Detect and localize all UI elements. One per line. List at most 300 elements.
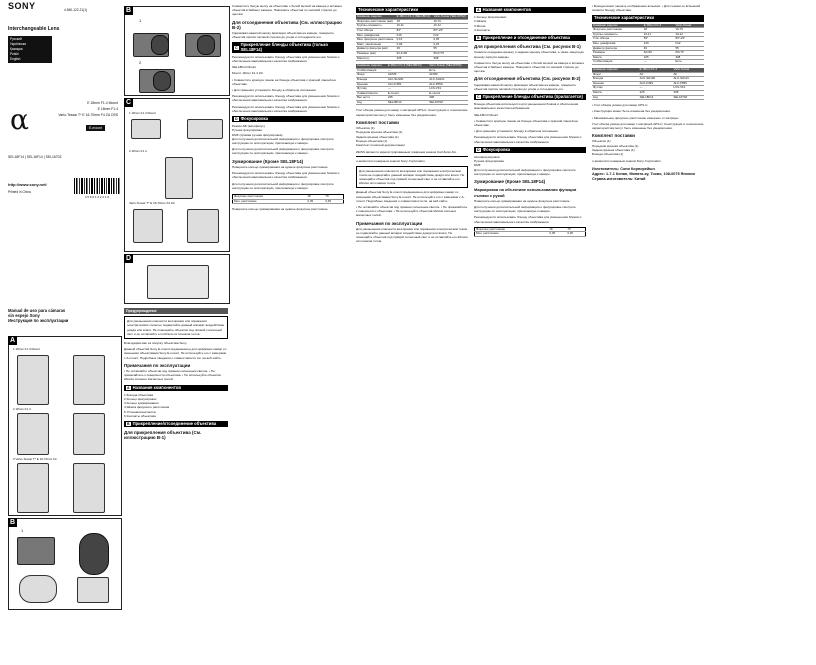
- parts-heading: A Названия компонентов: [124, 385, 228, 391]
- table-cell: Футляр: [592, 86, 639, 91]
- table-cell: Вес нетто: [356, 96, 387, 101]
- attach-steps: Совместите белую метку на объективе с белой меткой на камере и вставьте объектив в байонет камеры. Поверните объектив по часовой стрелке до щелчка.: [232, 4, 344, 17]
- figure-b-bottom-label: B: [9, 519, 16, 526]
- intro-para-2: Данный объектив Sony E-mount предназначен для цифровых камер со сменными объективами Sony E-mount. Не используйте его с камерами с A-mount. Подробные сведения о совместимости см. на веб-сайте.: [124, 347, 228, 360]
- table-cell: 0,16: [396, 38, 433, 43]
- focus-heading-text: Фокусировка: [240, 116, 269, 122]
- figure-c: [124, 98, 230, 252]
- table-cell: 308: [672, 90, 704, 95]
- figure-b-item-2: 2: [139, 60, 142, 65]
- lens-attach-illustration-1: [151, 35, 169, 55]
- warning-heading: Предупреждение: [124, 308, 228, 314]
- importer-line: Страна-изготовитель: Китай: [592, 176, 646, 181]
- zoom-text-4c: Рекомендуется использовать бленду объектива для уменьшения бликов и обеспечения максимального качества изображения.: [474, 215, 583, 224]
- includes-item: Объектив (1): [592, 139, 611, 144]
- text-column-2: [232, 4, 344, 665]
- focus-item: Ручная фокусировка: [232, 128, 262, 133]
- hood-text-repeat-2: Рекомендуется использовать бленду объектива для уменьшения бликов и обеспечения максимального качества изображения.: [232, 104, 341, 113]
- alpha-logo: α: [10, 103, 29, 136]
- specs-table-4: [592, 68, 704, 100]
- barcode: [74, 178, 120, 200]
- note-item: • Конструкция может быть изменена без уведомления.: [592, 109, 671, 114]
- attach-heading: B Прикрепление/отсоединение объектива: [124, 421, 228, 427]
- table-cell: 225: [396, 56, 433, 61]
- table-cell: 83°-23°: [432, 28, 468, 33]
- table-cell: Фокус: [592, 72, 639, 77]
- table-row: [592, 95, 704, 100]
- product-type: Interchangeable Lens: [8, 26, 60, 32]
- table-cell: —: [639, 86, 673, 91]
- attach-heading-text: Прикрепление/отсоединение объектива: [132, 421, 217, 427]
- part-item: 3 Кольцо зуммирования: [124, 401, 159, 406]
- table-cell: LCS-VF1: [428, 87, 468, 92]
- note-item: • Угол обзора указан для камер APS-C.: [592, 103, 649, 108]
- zoom-note: Поверните кольцо зуммирования на нужное фокусное расстояние.: [232, 207, 329, 212]
- table-cell: 66×75: [674, 51, 704, 56]
- figure-a-item-1: 1 18mm F1.4 Mount: [13, 347, 40, 351]
- includes-heading-2: Комплект поставки: [592, 133, 635, 139]
- part-item: 4 Шкала фокусного расстояния: [124, 405, 170, 410]
- hood-list-2c: • Для хранения установите бленду в обратном положении.: [474, 129, 559, 134]
- model-lines: [38, 100, 118, 118]
- zoom-subheading-2: Маркировка на объективе использования функции съемки с рукой: [474, 187, 577, 198]
- lens-attach-illustration-2: [197, 35, 215, 55]
- detach-text: Удерживая нажатой кнопку фиксации объектива на камере, поверните объектив против часовой стрелки до упора и отсоедините его.: [232, 31, 335, 40]
- specs-heading-2-text: Технические характеристики: [594, 15, 655, 21]
- lang-ru: Русский: [10, 37, 22, 41]
- part-item: 2 Шкала: [474, 19, 487, 24]
- table-cell: 0,35: [566, 232, 585, 237]
- table-row: [356, 100, 468, 105]
- table-row: [356, 56, 468, 61]
- extra-text-3: Для уменьшения опасности возгорания или поражения электрическим током не подвергайте данный аппарат воздействию дождя или влаги. Не помещайте объектив под прямой солнечный свет и не оставляйте его вблизи источников тепла.: [356, 226, 469, 244]
- table-cell: Бленда: [356, 77, 387, 82]
- zoom-table-2: [474, 227, 586, 237]
- warning-box-2: Для уменьшения опасности возгорания или поражения электрическим током не подвергайте данный аппарат воздействию дождя или влаги. Не помещайте объектив под прямой солнечный свет и не оставляйте его вблизи источников тепла.: [356, 166, 468, 189]
- lens-illustration-3b: [73, 463, 105, 513]
- table-cell: 225: [639, 90, 673, 95]
- table-cell: 49: [396, 47, 433, 52]
- lens-illustration-1b: [73, 355, 105, 405]
- language-box: [8, 36, 52, 63]
- focus-text: Для получения дополнительной информации о фокусировке смотрите инструкцию по эксплуатации, прилагаемую к камере.: [232, 136, 335, 146]
- table-cell: 62×66: [643, 51, 675, 56]
- includes-item: Бленда объектива (1): [592, 151, 624, 156]
- text-column-4: [474, 4, 586, 665]
- table-cell: 0,35: [548, 232, 566, 237]
- detach-subheading-2: Для отсоединения объектива (См. рисунок B-2): [474, 76, 581, 82]
- parts-list: [124, 393, 228, 418]
- table-cell: 16: [548, 227, 566, 232]
- table-cell: 308: [674, 55, 704, 60]
- attach-text-2: Снимите переднюю крышку и заднюю крышку объектива, а также защитную крышку корпуса камеры.: [474, 50, 585, 59]
- table-cell: 10-11: [643, 32, 675, 37]
- parts-heading-text: Названия компонентов: [132, 384, 181, 390]
- includes-item: Задняя крышка объектива (1): [592, 147, 635, 152]
- table-cell: 49: [643, 46, 675, 51]
- mount-badge: E-mount: [86, 125, 105, 131]
- precautions-heading-2: Примечания по эксплуатации: [356, 220, 423, 226]
- table-cell: Диаметр фильтра (мм): [356, 47, 396, 52]
- barcode-digits: 4 5 6 0 1 2 2 2 1 0: [84, 195, 110, 200]
- focus-item: Ручная фокусировка: [474, 159, 504, 164]
- table-cell: ALC-SH121: [428, 77, 468, 82]
- table-cell: Мин. диафрагма: [592, 41, 643, 46]
- table-cell: 16: [306, 194, 324, 199]
- hood-illustration-1b: [187, 119, 223, 139]
- specs-heading: [356, 7, 468, 13]
- figure-b-bottom-item-1: 1: [21, 528, 24, 533]
- table-cell: Стабилизация: [356, 68, 387, 73]
- part-number: 4-560-122-21(1): [64, 8, 88, 12]
- part-item: 2 Кольцо фокусировки: [124, 397, 157, 402]
- table-cell: Код: [592, 95, 639, 100]
- hood-heading-text: Прикрепление бленды объектива (только SEL18F14): [240, 42, 329, 52]
- table-cell: Стабилизация: [592, 60, 643, 65]
- table-header: Название изделия: [592, 24, 643, 28]
- table-row: [592, 60, 704, 65]
- detach-heading: Для отсоединения объектива (См. иллюстрацию B-2): [232, 19, 342, 30]
- table-cell: Группы–элементы: [356, 24, 396, 29]
- specs-table-2: [356, 64, 468, 105]
- table-cell: —: [643, 60, 675, 65]
- table-cell: 308: [428, 96, 468, 101]
- hood-list-item: Mount: 18mm F1.4 ZA: [232, 71, 263, 76]
- includes-list-2: [592, 139, 704, 156]
- focus-item: Режим АФ (автофокус): [232, 124, 265, 129]
- importer-block: [592, 167, 704, 181]
- lang-kk: Қазақша: [10, 47, 23, 51]
- table-cell: Размеры (мм): [356, 51, 396, 56]
- parts-list-2: [474, 15, 586, 32]
- hood-text-repeat: Рекомендуется использовать бленду объектива для уменьшения бликов и обеспечения максимального качества изображения.: [232, 94, 341, 103]
- hood-list-item: • Совместите красную линию на бленде объектива с красной линией на объективе.: [232, 77, 337, 86]
- table-cell: ALC-SH130: [387, 77, 428, 82]
- focus-text-2: Для получения дополнительной информации о фокусировке смотрите инструкцию по эксплуатации, прилагаемую к камере.: [232, 147, 335, 156]
- table-cell: Угол обзора: [592, 37, 643, 42]
- notes-extra: Угол обзора указан для камер с матрицей APS-C. Конструкция и технические характеристики могут быть изменены без уведомления.: [592, 121, 705, 130]
- table-cell: Есть: [674, 60, 704, 65]
- focus-list: [232, 124, 344, 137]
- zoom-text-4: Поверните кольцо зуммирования на нужное фокусное расстояние.: [474, 198, 571, 203]
- table-cell: F22: [674, 41, 704, 46]
- table-cell: F16: [643, 41, 675, 46]
- table-cell: Фокусное расстояние: [233, 194, 307, 199]
- focus-heading-2: D Фокусировка: [474, 147, 586, 153]
- part-item: 6 Контакты объектива: [124, 413, 156, 418]
- table-cell: 16-70: [432, 19, 468, 24]
- table-cell: E-mount: [428, 91, 468, 96]
- figure-c-item-2: 2 18mm F1.4: [129, 149, 147, 153]
- table-cell: Совместимость: [356, 91, 387, 96]
- hood-list-2b: • Совместите красную линию на бленде объектива с красной линией на объективе.: [474, 118, 579, 128]
- table-cell: 10-12: [432, 24, 468, 29]
- table-cell: ALC-F49S: [639, 81, 673, 86]
- specs-table-3: [592, 24, 704, 65]
- includes-item: Комплект печатной документации: [356, 142, 405, 147]
- table-cell: Масса: [592, 90, 639, 95]
- table-cell: 83°: [643, 37, 675, 42]
- table-cell: Диаметр фильтра: [592, 46, 643, 51]
- hood-list-item: SEL18F14 Mount: [232, 65, 257, 70]
- table-cell: 55: [432, 47, 468, 52]
- table-cell: F16: [396, 33, 433, 38]
- zoom-heading: Зумирование (Кроме SEL18F14): [232, 158, 304, 164]
- table-cell: 70: [566, 227, 585, 232]
- table-cell: Крышка: [356, 82, 387, 87]
- focus-item: DMF: [474, 163, 481, 168]
- table-header: E 18mm F1.4: [643, 24, 675, 28]
- table-cell: Мин. фокусное расстояние: [356, 38, 396, 43]
- table-cell: 18: [643, 28, 675, 33]
- table-header: Vario-Tessar: [672, 68, 704, 72]
- lang-en: English: [10, 57, 21, 61]
- figure-a-label: A: [9, 337, 16, 344]
- trademark-note: α является товарным знаком Sony Corporation.: [356, 159, 426, 164]
- model-line-2: E 18mm F1.4: [97, 107, 118, 111]
- focus-text-2: Для получения дополнительной информации о фокусировке смотрите инструкцию по эксплуатации, прилагаемую к камере.: [474, 167, 577, 176]
- text-column-5: [592, 4, 704, 665]
- attach-text-2b: Совместите белую метку на объективе с белой меткой на камере и вставьте объектив в байонет камеры. Поверните объектив по часовой стрелке до щелчка.: [474, 60, 586, 74]
- rear-cap-illustration: [19, 575, 57, 603]
- zoom-table: [232, 194, 344, 204]
- hood-list-2a: SEL18F14 Mount: [474, 112, 499, 117]
- table-cell: 83°: [396, 28, 433, 33]
- lens-illustration-2b: [73, 413, 105, 455]
- brand-logo: SONY: [8, 1, 36, 11]
- attach-subheading-2: Для прикрепления объектива (См. рисунок B-1): [474, 44, 581, 50]
- lens-illustration-2a: [17, 413, 49, 455]
- figure-b: [124, 6, 230, 96]
- table-row: [475, 232, 586, 237]
- table-cell: 62,2×66: [396, 51, 433, 56]
- hood-illustration-3a: [133, 209, 163, 243]
- figure-d: [124, 254, 230, 304]
- hood-illustration-3b: [187, 209, 219, 243]
- table-cell: 10-12: [674, 32, 704, 37]
- table-cell: Мин. диафрагма: [356, 33, 396, 38]
- figure-a: [8, 336, 122, 516]
- specs-table: [356, 15, 468, 61]
- focus-item: DMF (прямая ручная фокусировка): [232, 132, 283, 137]
- part-item: 3 Метка: [474, 23, 486, 28]
- figure-c-item-3: Vario-Tessar T* E 16-70mm F4 ZA: [129, 201, 175, 205]
- table-cell: ALC-F55S: [428, 82, 468, 87]
- table-cell: 16-70: [674, 28, 704, 33]
- zoom-text-4b: Для получения дополнительной информации о фокусировке смотрите инструкцию по эксплуатации, прилагаемую к камере.: [474, 204, 577, 214]
- table-header: E 18mm F1.4 (SEL18F14): [387, 64, 428, 68]
- figure-c-item-1: 1 18mm F1.4 Mount: [129, 111, 156, 115]
- table-row: [233, 199, 344, 204]
- table-cell: SEL18F14: [639, 95, 673, 100]
- importer-line: Изготовитель: Сони Корпорейшн: [592, 167, 655, 172]
- table-cell: Мин. расстояние: [475, 232, 549, 237]
- precautions-heading: Примечания по эксплуатации: [124, 362, 191, 368]
- hood-heading: C Прикрепление бленды объектива (только SEL18F14): [232, 42, 344, 52]
- extra-text: Данный объектив Sony E-mount предназначен для цифровых камер со сменными объективами Sony E-mount. Не используйте его с камерами с A-mount. Подробные сведения о совместимости см. на веб-сайте.: [356, 190, 465, 203]
- lens-scale-illustration: [147, 265, 209, 299]
- includes-item: Задняя крышка объектива (1): [356, 134, 399, 139]
- multi-lang-title: [8, 308, 68, 323]
- hood-list: [232, 65, 344, 92]
- table-cell: Макс. увеличение: [356, 42, 396, 47]
- table-cell: SEL1670Z: [672, 95, 704, 100]
- table-cell: 0,35: [306, 199, 324, 204]
- lens-front-illustration: [79, 533, 109, 575]
- extra-text-2: • Не оставляйте объектив под прямым солнечным светом. • Не прикасайтесь к поверхности объектива. • Не используйте объектив вблизи сильных магнитных полей.: [356, 204, 469, 218]
- table-cell: 18: [396, 19, 433, 24]
- detach-text-2: Удерживая нажатой кнопку фиксации объектива на камере, поверните объектив против часовой стрелки до упора и отсоедините его.: [474, 82, 577, 91]
- figure-a-item-2: 2 18mm F1.4: [13, 407, 31, 411]
- table-cell: 70: [324, 194, 343, 199]
- lens-detach-illustration: [153, 71, 171, 91]
- note-item: • Минимальное фокусное расстояние измерено от матрицы.: [592, 115, 680, 120]
- warning-text: Для уменьшения опасности возгорания или поражения электрическим током не подвергайте данный аппарат воздействию дождя или влаги. Не помещайте объектив под прямой солнечный свет и не оставляйте его вблизи источников тепла.: [124, 316, 228, 339]
- table-cell: Код: [356, 100, 387, 105]
- table-cell: Группы–элементы: [592, 32, 643, 37]
- table-cell: Фокус: [356, 73, 387, 78]
- hood-illustration-2: [165, 157, 193, 199]
- table-cell: AF/MF: [428, 73, 468, 78]
- trademark-note-2: α является товарным знаком Sony Corporation.: [592, 159, 662, 164]
- printed-in: Printed in China: [8, 190, 31, 194]
- part-item: 1 Кольцо фокусировки: [474, 15, 507, 20]
- part-item: 5 Установочная метка: [124, 409, 156, 414]
- specs-heading-text: Технические характеристики: [358, 7, 419, 12]
- figure-b-label: B: [125, 7, 132, 14]
- table-header: E 18mm F1.4 (SEL18F14): [396, 15, 433, 19]
- attach-heading-2: B Прикрепление и отсоединение объектива: [474, 35, 586, 41]
- table-cell: AF: [672, 72, 704, 77]
- divider: [356, 156, 468, 157]
- table-header: Vario-Tessar (SEL1670Z): [428, 64, 468, 68]
- table-cell: 0,35: [432, 38, 468, 43]
- table-cell: —: [387, 68, 428, 73]
- zoom-heading-2: Зумирование (Кроме SEL18F14): [474, 179, 546, 185]
- attach-subheading: Для прикрепления объектива (См. иллюстрацию B-1): [124, 430, 202, 441]
- flash-note: • Бленда может мешать отображению вспышки. • Для съемки со вспышкой снимите бленду объектива.: [592, 4, 701, 13]
- parts-heading-2-text: Названия компонентов: [482, 7, 531, 12]
- part-item: 1 Бленда объектива: [124, 392, 154, 397]
- table-cell: Фокусное расстояние (мм): [356, 19, 396, 24]
- table-cell: SEL18F14: [387, 100, 428, 105]
- model-line-1: E 18mm F1.4 Mount: [87, 101, 118, 105]
- lang-uk: Українська: [10, 42, 26, 46]
- notes-list: [592, 103, 704, 120]
- parts-heading-2: A Названия компонентов: [474, 7, 586, 13]
- table-cell: 308: [432, 56, 468, 61]
- table-cell: Масса (г): [356, 56, 396, 61]
- hood-list-item: • Для хранения установите бленду в обратном положении.: [232, 88, 317, 93]
- hood-text-2b: Рекомендуется использовать бленду объектива для уменьшения бликов и обеспечения максимального качества изображения.: [474, 135, 583, 144]
- includes-item: Объектив (1): [356, 126, 375, 131]
- barcode-graphic: [74, 178, 120, 194]
- precautions-text: • Не оставляйте объектив под прямым солнечным светом. • Не прикасайтесь к поверхности объектива. • Не используйте объектив вблизи сильных магнитных полей.: [124, 369, 222, 382]
- table-cell: SEL1670Z: [428, 100, 468, 105]
- table-cell: ALC-SH121: [672, 77, 704, 82]
- table-cell: Угол обзора: [356, 28, 396, 33]
- title-line-3: Инструкция по эксплуатации: [8, 318, 69, 323]
- table-header: Название изделия: [592, 68, 639, 72]
- title-line-1: Manual de uso para cámaras: [8, 308, 66, 313]
- title-line-2: sin espejo Sony: [8, 313, 40, 318]
- table-header: Название изделия: [356, 64, 387, 68]
- figure-b-item-1: 1: [139, 18, 142, 23]
- importer-line: Адрес: 1-7-1 Конан, Минато-ку, Токио, 108-0075 Япония: [592, 172, 695, 177]
- table-cell: Крышка: [592, 81, 639, 86]
- attach-heading-2-text: Прикрепление и отсоединение объектива: [482, 35, 570, 41]
- intro-para-1: Благодарим вас за покупку объектива Sony.: [124, 341, 188, 346]
- table-cell: Есть: [428, 68, 468, 73]
- table-cell: ALC-SH130: [639, 77, 673, 82]
- specs-heading-2: [592, 15, 704, 21]
- table-cell: Масса: [592, 55, 643, 60]
- table-cell: 83°-23°: [674, 37, 704, 42]
- lens-side-illustration: [77, 577, 109, 603]
- figure-c-label: C: [125, 99, 132, 106]
- focus-heading-2-text: Фокусировка: [482, 146, 511, 152]
- table-cell: 0,23: [432, 42, 468, 47]
- figure-b-bottom: [8, 518, 122, 610]
- hood-illustration-1a: [131, 119, 161, 139]
- lens-illustration-3a: [17, 463, 49, 513]
- focus-heading: D Фокусировка: [232, 116, 344, 122]
- table-cell: Размеры: [592, 51, 643, 56]
- includes-item: Бленда объектива (1): [356, 138, 388, 143]
- table-cell: 66,6×75: [432, 51, 468, 56]
- table-cell: Бленда: [592, 77, 639, 82]
- zoom-text: Поверните кольцо зуммирования на нужное фокусное расстояние.: [232, 164, 329, 169]
- table-cell: AF: [639, 72, 673, 77]
- table-header: Vario-Tessar (SEL1670Z): [432, 15, 468, 19]
- zoom-text-3: Для получения дополнительной информации о фокусировке смотрите инструкцию по эксплуатации, прилагаемую к камере.: [232, 181, 335, 190]
- specs-note: Угол обзора указан для камер с матрицей APS-C. Конструкция и технические характеристики могут быть изменены без уведомления.: [356, 108, 469, 117]
- table-cell: 0,09: [396, 42, 433, 47]
- hood-heading-2: C Прикрепление бленды объектива (прилагается): [474, 94, 586, 100]
- table-cell: ALC-F49S: [387, 82, 428, 87]
- lang-pl: Polski: [10, 52, 19, 56]
- table-cell: AF/MF: [387, 73, 428, 78]
- figure-a-item-3: 3 Vario-Tessar T* E 16-70mm F4: [13, 457, 57, 461]
- text-column-1: [124, 308, 228, 658]
- table-header-row: [592, 68, 704, 72]
- camera-body-illustration: [17, 537, 55, 565]
- table-cell: Фокусное расстояние: [475, 227, 549, 232]
- includes-item: Передняя крышка объектива (1): [356, 130, 403, 135]
- table-cell: 55: [674, 46, 704, 51]
- model-line-3: Vario-Tessar T* E 16-70mm F4 ZA OSS: [58, 113, 118, 117]
- table-cell: ALC-F55S: [672, 81, 704, 86]
- zoom-text-2: Рекомендуется использовать бленду объектива для уменьшения бликов и обеспечения максимального качества изображения.: [232, 171, 341, 180]
- code-line: SEL18F14 | SEL16F14 | SEL1670Z: [8, 155, 62, 159]
- table-cell: F22: [432, 33, 468, 38]
- table-header: Vario-Tessar: [674, 24, 704, 28]
- website-url: http://www.sony.net/: [8, 182, 47, 187]
- focus-list-2: [474, 155, 586, 168]
- lens-illustration-1a: [17, 355, 49, 405]
- text-column-3: [356, 4, 468, 665]
- figure-d-label: D: [125, 255, 132, 262]
- cover-column: [8, 0, 120, 661]
- includes-heading: Комплект поставки: [356, 119, 399, 125]
- table-cell: E-mount: [387, 91, 428, 96]
- table-cell: Футляр: [356, 87, 387, 92]
- hood-heading-2-text: Прикрепление бленды объектива (прилагается): [482, 94, 583, 100]
- zeiss-note: ZEISS является зарегистрированным товарным знаком Carl Zeiss AG.: [356, 150, 457, 155]
- part-item: 4 Контакты: [474, 27, 490, 32]
- table-cell: Мин. расстояние: [233, 199, 307, 204]
- hood-text: Рекомендуется использовать бленду объектива для уменьшения бликов и обеспечения максимального качества изображения.: [232, 54, 341, 64]
